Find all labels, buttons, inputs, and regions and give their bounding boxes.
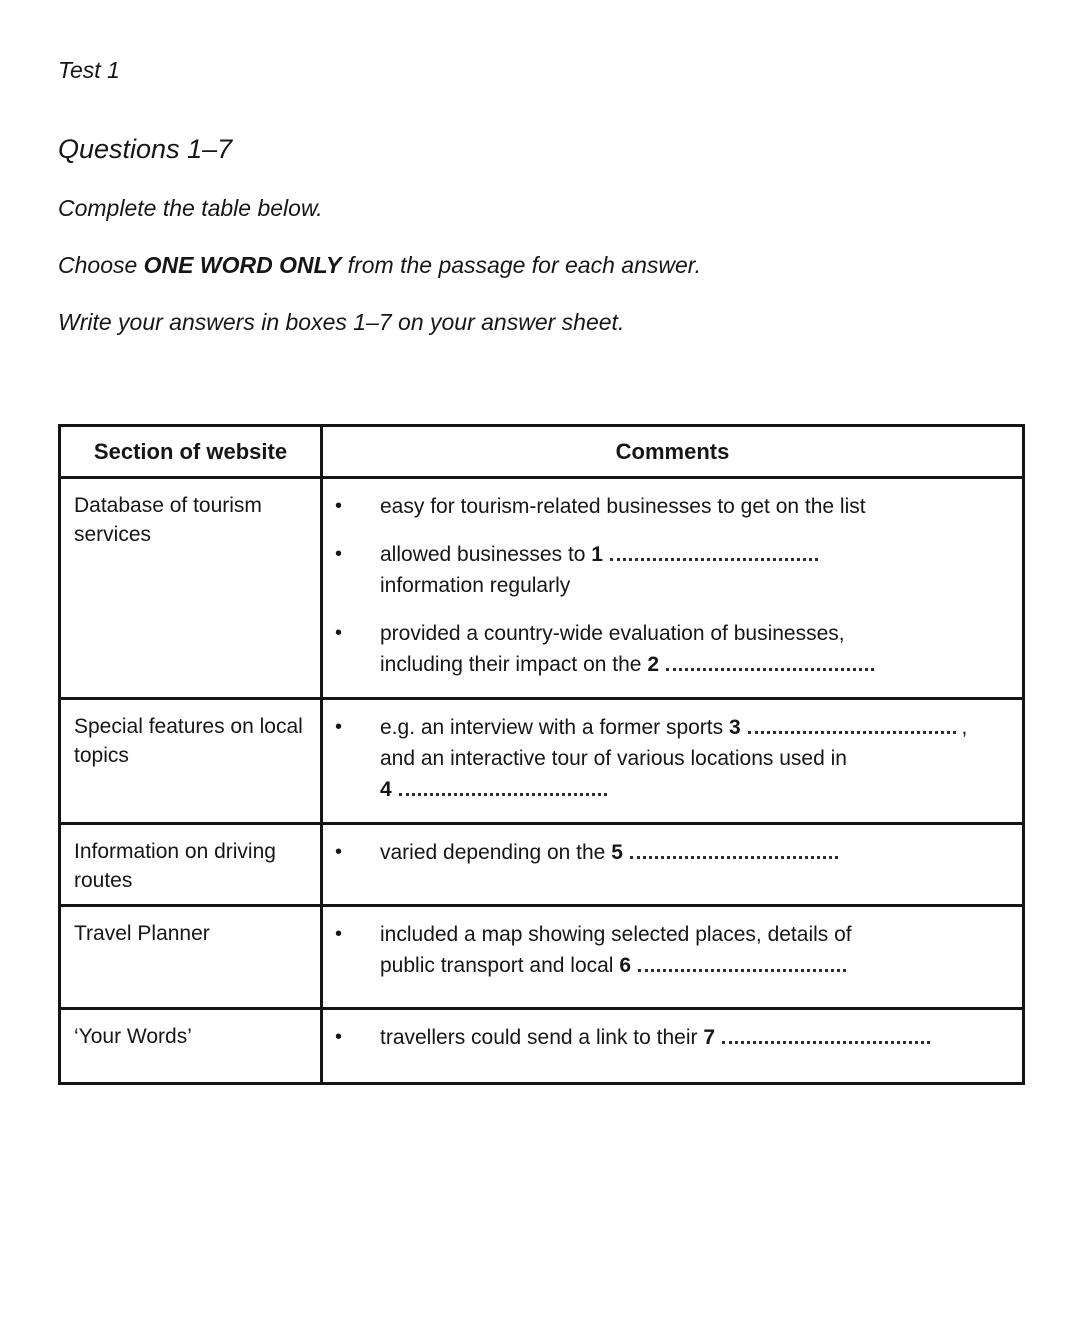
table-row bbox=[60, 699, 1024, 824]
comments-cell bbox=[322, 824, 1024, 906]
section-cell: Travel Planner bbox=[60, 906, 322, 1009]
table-body bbox=[60, 478, 1024, 1084]
instruction-choose-bold: ONE WORD ONLY bbox=[143, 252, 342, 278]
column-header-section: Section of website bbox=[60, 426, 322, 478]
bullet-icon: • bbox=[335, 495, 343, 517]
comment-text bbox=[380, 1022, 1016, 1053]
bullet-icon: • bbox=[335, 923, 343, 945]
bullet-icon: • bbox=[335, 622, 343, 644]
comment-fragment: public transport and local bbox=[380, 954, 620, 977]
question-number: 3 bbox=[728, 716, 741, 739]
completion-table bbox=[58, 424, 1025, 1085]
comment-item bbox=[335, 491, 1016, 522]
comment-text bbox=[380, 539, 1016, 601]
section-cell: Information on driving routes bbox=[60, 824, 322, 906]
comment-item bbox=[335, 1022, 1016, 1053]
column-header-comments: Comments bbox=[322, 426, 1024, 478]
comments-cell bbox=[322, 1009, 1024, 1084]
answer-blank bbox=[748, 716, 956, 734]
answer-blank bbox=[722, 1026, 930, 1044]
instruction-complete-table: Complete the table below. bbox=[58, 195, 323, 221]
comment-fragment: , bbox=[955, 716, 968, 739]
comment-fragment: provided a country-wide evaluation of businesses, bbox=[380, 622, 845, 645]
comment-text bbox=[380, 491, 1016, 522]
comment-fragment: and an interactive tour of various locations used in bbox=[380, 747, 847, 770]
answer-blank bbox=[666, 653, 874, 671]
comment-fragment: including their impact on the bbox=[380, 653, 648, 676]
answer-blank bbox=[638, 954, 846, 972]
question-number: 4 bbox=[380, 778, 392, 801]
comment-text bbox=[380, 919, 1016, 981]
comment-text bbox=[380, 712, 1016, 805]
question-number: 2 bbox=[647, 653, 660, 676]
comment-item bbox=[335, 919, 1016, 981]
comment-fragment: varied depending on the bbox=[380, 841, 612, 864]
answer-blank bbox=[610, 543, 818, 561]
comment-text bbox=[380, 837, 1016, 868]
bullet-icon: • bbox=[335, 841, 343, 863]
section-cell: Special features on local topics bbox=[60, 699, 322, 824]
comment-fragment: travellers could send a link to their bbox=[380, 1026, 704, 1049]
question-number: 6 bbox=[619, 954, 631, 977]
bullet-icon: • bbox=[335, 543, 343, 565]
comments-cell bbox=[322, 478, 1024, 699]
question-number: 1 bbox=[591, 543, 603, 566]
comment-item bbox=[335, 837, 1016, 868]
instruction-choose-post: from the passage for each answer. bbox=[341, 252, 701, 278]
comment-item bbox=[335, 618, 1016, 680]
comment-text bbox=[380, 618, 1016, 680]
comments-cell bbox=[322, 906, 1024, 1009]
question-number: 7 bbox=[703, 1026, 716, 1049]
section-cell: ‘Your Words’ bbox=[60, 1009, 322, 1084]
answer-blank bbox=[630, 841, 838, 859]
questions-title: Questions 1–7 bbox=[58, 134, 233, 164]
comment-fragment: easy for tourism-related businesses to get on the list bbox=[380, 495, 866, 518]
table-row bbox=[60, 1009, 1024, 1084]
test-label: Test 1 bbox=[58, 57, 120, 83]
comment-fragment: e.g. an interview with a former sports bbox=[380, 716, 729, 739]
section-cell: Database of tourism services bbox=[60, 478, 322, 699]
table-row bbox=[60, 906, 1024, 1009]
comment-item bbox=[335, 539, 1016, 601]
bullet-icon: • bbox=[335, 716, 343, 738]
table-row bbox=[60, 824, 1024, 906]
comment-fragment: included a map showing selected places, details of bbox=[380, 923, 852, 946]
question-number: 5 bbox=[611, 841, 623, 864]
table-header-row bbox=[60, 426, 1024, 478]
instruction-choose-pre: Choose bbox=[58, 252, 144, 278]
comment-item bbox=[335, 712, 1016, 805]
instruction-choose-words bbox=[58, 251, 1022, 280]
answer-blank bbox=[399, 778, 607, 796]
comments-cell bbox=[322, 699, 1024, 824]
comment-fragment: allowed businesses to bbox=[380, 543, 592, 566]
comment-fragment: information regularly bbox=[380, 574, 571, 597]
instruction-write-answers: Write your answers in boxes 1–7 on your answer sheet. bbox=[58, 309, 625, 335]
table-row bbox=[60, 478, 1024, 699]
bullet-icon: • bbox=[335, 1026, 343, 1048]
